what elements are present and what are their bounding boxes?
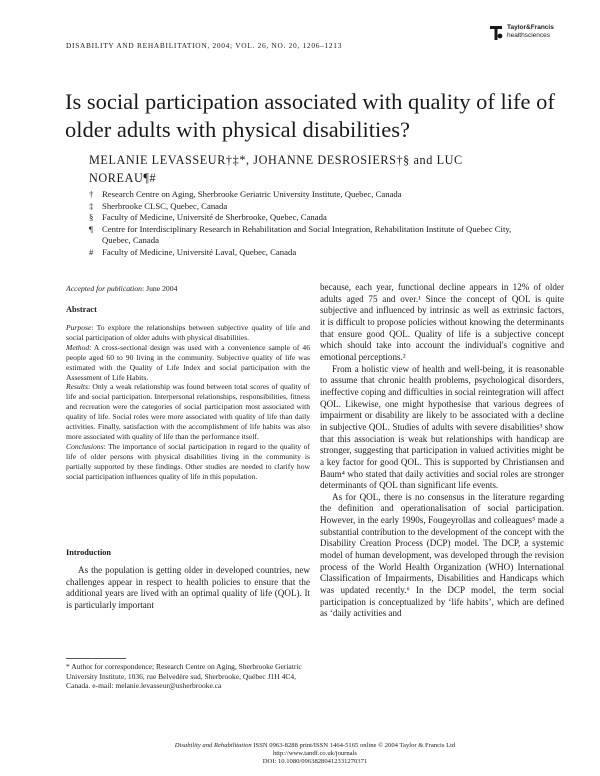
body-paragraph: because, each year, functional decline appears in 12% of older adults aged 75 and over.¹ Since the concept of QOL is quite subjective and influenced by intrinsic as well as extrinsic factors, it is difficult to propose policies without knowing the determinants that ensure good QOL. Quality of life is a subjective concept which should take into account the individual's cognitive and emotional perceptions.² (320, 282, 564, 362)
body-paragraph: As for QOL, there is no consensus in the literature regarding the definition and operationalisation of social participation. However, in the early 1990s, Fougeyrollas and colleagues⁵ made a substantial contribution to the development of the concept with the Disability Creation Process (DCP) model. The DCP, a systemic model of human development, was developed through the revision process of the World Health Organization (WHO) International Classification of Impairments, Disabilities and Handicaps which was updated recently.⁶ In the DCP model, the term social participation is conceptualized by ‘life habits’, which are defined as ‘daily activities and (320, 491, 564, 619)
affiliation-item: ‡ Sherbrooke CLSC, Quebec, Canada (89, 200, 228, 211)
abstract-method: Method: A cross-sectional design was used with a convenience sample of 46 people aged 60 to 90 living in the community. Subjective quality of life was estimated with the Quality of Life Index and social participation with the Assessment of Life Habits. (66, 342, 310, 382)
introduction-paragraph: As the population is getting older in developed countries, new challenges appear in respect to health policies to ensure that the additional years are lived with an optimal quality of life (QOL). It is particularly important (66, 565, 310, 610)
affiliation-item: ¶ Centre for Interdisciplinary Research in Rehabilitation and Social Integration, Rehabilitation Institute of Quebec City, Quebec, Canada (89, 223, 512, 246)
publisher-logo (488, 24, 554, 42)
introduction-heading: Introduction (66, 548, 112, 557)
correspondence-footnote: * Author for correspondence; Research Centre on Aging, Sherbrooke Geriatric University Institute, 1036, rue Belvedère sud, Sherbrooke, Québec J1H 4C4, Canada. e-mail: melanie.levasseur@usherbrooke.ca (66, 662, 302, 690)
article-title: Is social participation associated with quality of life of older adults with physical disabilities? (65, 89, 555, 142)
footer-doi: DOI: 10.1080/09638280412331270371 (262, 758, 368, 765)
abstract-results: Results: Only a weak relationship was found between total scores of quality of life and social participation. Interpersonal relationships, responsibilities, fitness and recreation were the categories of social participation most associated with quality of life. Social roles were more associated with quality of life than daily activities. Finally, satisfaction with the accomplishment of life habits was also more associated with quality of life than the performance itself. (66, 382, 310, 441)
affiliation-item: † Research Centre on Aging, Sherbrooke Geriatric University Institute, Quebec, Canada (89, 189, 402, 199)
body-column-right (320, 282, 564, 620)
abstract-conclusions: Conclusions: The importance of social participation in regard to the quality of life of older persons with physical disabilities living in the community is partially supported by these findings. Other studies are needed to clarify how social participation influences quality of life in this population. (66, 441, 310, 481)
footnote-rule (66, 658, 126, 659)
journal-citation: DISABILITY AND REHABILITATION, 2004; VOL. 26, NO. 20, 1206–1213 (66, 41, 343, 50)
publisher-division: healthsciences (507, 32, 550, 39)
footer-issn: ISSN 0963-8288 print/ISSN 1464-5165 online © 2004 Taylor & Francis Ltd (253, 742, 456, 749)
affiliation-item: # Faculty of Medicine, Université Laval, Quebec, Canada (89, 246, 297, 257)
publisher-name: Taylor&Francis (507, 24, 554, 31)
affiliation-item: § Faculty of Medicine, Université de Sherbrooke, Quebec, Canada (89, 212, 327, 223)
body-paragraph: From a holistic view of health and well-being, it is reasonable to assume that chronic health problems, psychological disorders, ineffective coping and difficulties in social reintegration will affect QOL. Likewise, one might hypothesise that various degrees of impairment or disability are likely to be associated with a decline in subjective QOL. Studies of adults with severe disabilities³ show that this association is weak but relationships with handicap are stronger, suggesting that participation in valued activities might be a key factor for good QOL. This is supported by Christiansen and Baum⁴ who stated that daily activities and social roles are stronger determinants of QOL than significant life events. (320, 363, 564, 491)
abstract-purpose: Purpose: To explore the relationships between subjective quality of life and social participation of older adults with physical disabilities. (66, 323, 310, 342)
abstract-section (66, 305, 310, 482)
accepted-date: Accepted for publication: June 2004 (66, 284, 178, 293)
publisher-logo-icon (488, 24, 504, 42)
abstract-heading: Abstract (66, 305, 97, 314)
footer-url: http://www.tandf.co.uk/journals (273, 750, 357, 757)
affiliation-list (89, 189, 529, 259)
footer-journal: Disability and Rehabilitation (174, 742, 252, 749)
page-footer (66, 742, 564, 766)
author-list: MELANIE LEVASSEUR†‡*, JOHANNE DESROSIERS†§ and LUC NOREAU¶# (89, 153, 463, 185)
